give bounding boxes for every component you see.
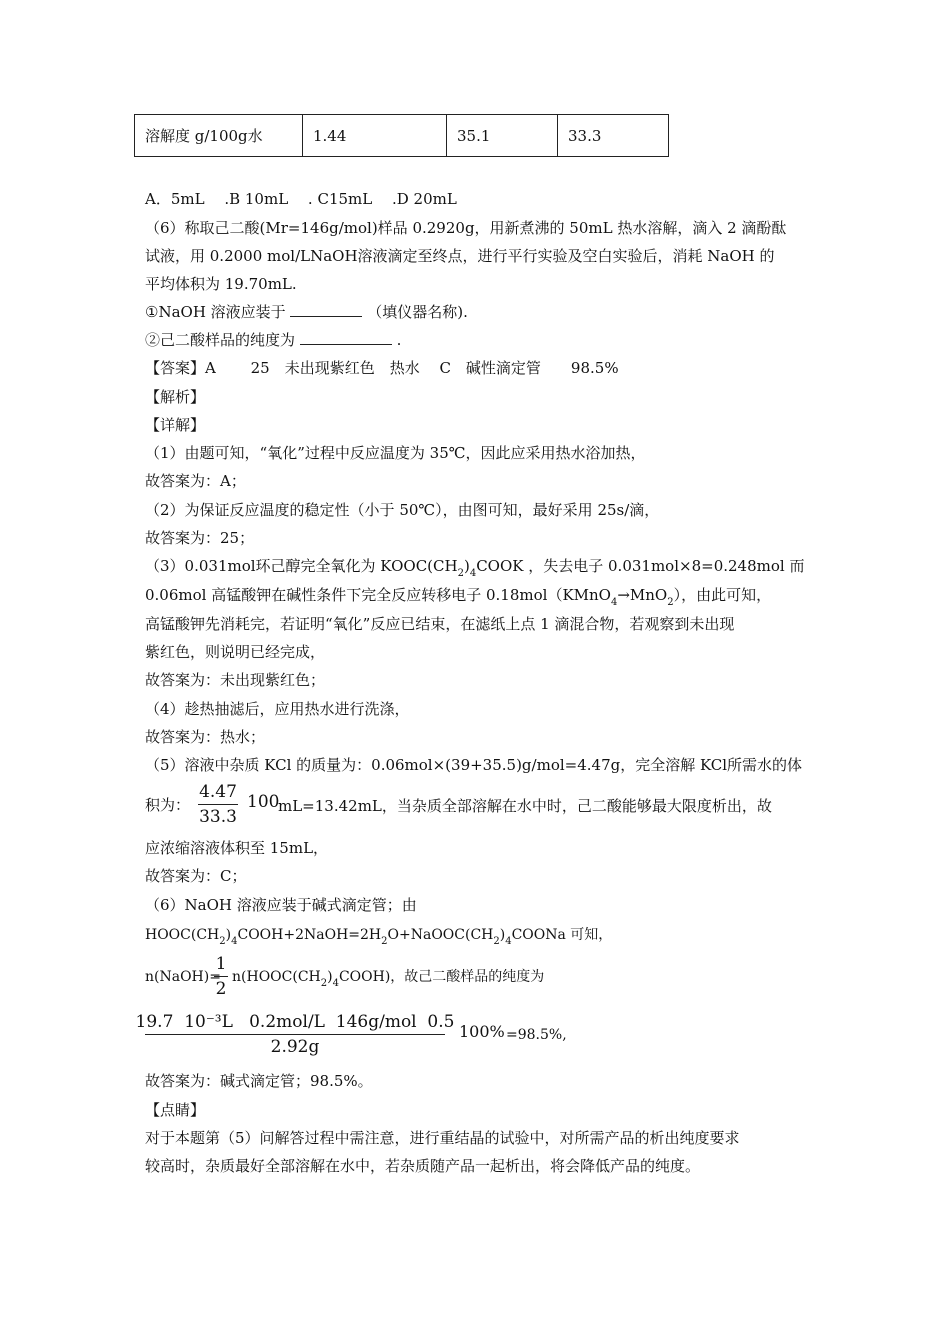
subscript: 2 bbox=[320, 978, 328, 989]
table-cell: 33.3 bbox=[558, 115, 669, 157]
text: O+NaOOC(CH bbox=[387, 927, 494, 943]
solution-4: （4）趁热抽滤后，应用热水进行洗涤， bbox=[145, 700, 410, 718]
text: COONa 可知， bbox=[511, 927, 613, 943]
n-naoh-prefix: n(NaOH)= bbox=[145, 969, 221, 985]
text: （3）0.031mol环己醇完全氧化为 KOOC(CH bbox=[145, 557, 458, 575]
solution-6: （6）NaOH 溶液应装于碱式滴定管；由 bbox=[145, 896, 417, 914]
analysis-heading: 【解析】 bbox=[145, 388, 206, 406]
text: 0.06mol 高锰酸钾在碱性条件下完全反应转移电子 0.18mol（KMnO bbox=[145, 586, 611, 604]
text: HOOC(CH bbox=[145, 927, 220, 943]
question-6-line3: 平均体积为 19.70mL. bbox=[145, 275, 297, 293]
text: ) bbox=[327, 969, 333, 985]
fraction-one-half bbox=[214, 952, 228, 1001]
question-6-1 bbox=[145, 302, 468, 322]
solution-3-line4: 紫红色，则说明已经完成， bbox=[145, 643, 326, 661]
solution-3-line3: 高锰酸钾先消耗完，若证明“氧化”反应已结束，在滤纸上点 1 滴混合物，若观察到未出现 bbox=[145, 615, 735, 633]
q6-2-text: ②己二酸样品的纯度为 bbox=[145, 331, 296, 349]
subscript: 4 bbox=[469, 568, 477, 579]
solution-3 bbox=[145, 556, 804, 579]
subscript: 2 bbox=[493, 936, 500, 947]
solution-5-volume-prefix: 积为： bbox=[145, 796, 191, 814]
denominator: 33.3 bbox=[199, 807, 237, 827]
table-row bbox=[135, 115, 669, 157]
multiplier: 100 bbox=[247, 792, 280, 812]
numerator: 4.47 bbox=[199, 782, 237, 802]
table-cell: 1.44 bbox=[303, 115, 447, 157]
denominator: 2.92g bbox=[270, 1037, 320, 1057]
fraction-purity bbox=[135, 1010, 455, 1059]
reaction-equation bbox=[145, 925, 612, 947]
denominator: 2 bbox=[215, 979, 227, 999]
solution-1: （1）由题可知，“氧化”过程中反应温度为 35℃，因此应采用热水浴加热， bbox=[145, 444, 646, 462]
solution-5-line3: 应浓缩溶液体积至 15mL， bbox=[145, 839, 329, 857]
solution-5-answer: 故答案为：C； bbox=[145, 867, 247, 885]
fraction-water-volume bbox=[198, 780, 238, 829]
text: n(HOOC(CH bbox=[232, 969, 321, 985]
subscript: 4 bbox=[505, 936, 512, 947]
solubility-table bbox=[134, 114, 669, 157]
subscript: 2 bbox=[219, 936, 226, 947]
solution-5-volume-suffix: mL=13.42mL，当杂质全部溶解在水中时，己二酸能够最大限度析出，故 bbox=[278, 797, 772, 815]
solution-1-answer: 故答案为：A； bbox=[145, 472, 246, 490]
subscript: 2 bbox=[457, 568, 464, 579]
text: ），由此可知， bbox=[673, 586, 772, 604]
purity-result: =98.5%, bbox=[506, 1027, 567, 1043]
text: COOH+2NaOH=2H bbox=[237, 927, 382, 943]
subscript: 2 bbox=[381, 936, 388, 947]
question-6-2 bbox=[145, 330, 401, 350]
answer-line: 【答案】A 25 未出现紫红色 热水 C 碱性滴定管 98.5% bbox=[145, 359, 619, 377]
subscript: 4 bbox=[332, 978, 339, 989]
table-cell: 35.1 bbox=[447, 115, 558, 157]
text: ) bbox=[225, 927, 232, 943]
question-6-line2: 试液，用 0.2000 mol/LNaOH溶液滴定至终点，进行平行实验及空白实验后，消耗 NaOH 的 bbox=[145, 247, 775, 265]
solution-5: （5）溶液中杂质 KCl 的质量为：0.06mol×(39+35.5)g/mol=4.47g，完全溶解 KCl所需水的体 bbox=[145, 756, 803, 774]
text: COOH)，故己二酸样品的纯度为 bbox=[338, 969, 545, 985]
answer-options: A．5mL .B 10mL . C15mL .D 20mL bbox=[145, 190, 457, 208]
n-acid-expression bbox=[232, 967, 544, 989]
question-6: （6）称取己二酸(Mr=146g/mol)样品 0.2920g，用新煮沸的 50mL 热水溶解，滴入 2 滴酚酞 bbox=[145, 219, 787, 237]
text: ) bbox=[463, 557, 470, 575]
comment-line2: 较高时，杂质最好全部溶解在水中，若杂质随产品一起析出，将会降低产品的纯度。 bbox=[145, 1157, 701, 1175]
subscript: 4 bbox=[610, 597, 618, 608]
subscript: 2 bbox=[667, 597, 674, 608]
solution-3-answer: 故答案为：未出现紫红色； bbox=[145, 671, 326, 689]
numerator: 1 bbox=[215, 954, 227, 974]
numerator: 19.7 10⁻³L 0.2mol/L 146g/mol 0.5 bbox=[135, 1012, 455, 1032]
q6-1-tail: （填仪器名称). bbox=[367, 303, 468, 321]
text: COOK ，失去电子 0.031mol×8=0.248mol 而 bbox=[476, 557, 805, 575]
solution-6-answer: 故答案为：碱式滴定管；98.5%。 bbox=[145, 1072, 373, 1090]
detail-heading: 【详解】 bbox=[145, 416, 206, 434]
text: ) bbox=[499, 927, 506, 943]
solution-4-answer: 故答案为：热水； bbox=[145, 728, 266, 746]
subscript: 4 bbox=[231, 936, 238, 947]
comment-heading: 【点睛】 bbox=[145, 1101, 206, 1119]
comment-line1: 对于本题第（5）问解答过程中需注意，进行重结晶的试验中，对所需产品的析出纯度要求 bbox=[145, 1129, 740, 1147]
q6-1-text: ①NaOH 溶液应装于 bbox=[145, 303, 286, 321]
text: →MnO bbox=[617, 586, 668, 604]
answer-blank bbox=[290, 302, 362, 317]
solution-3-line2 bbox=[145, 585, 771, 608]
purity-multiplier: 100% bbox=[459, 1022, 505, 1041]
table-cell-label: 溶解度 g/100g水 bbox=[135, 115, 303, 157]
q6-2-tail: . bbox=[396, 331, 402, 349]
solution-2-answer: 故答案为：25； bbox=[145, 529, 255, 547]
answer-blank bbox=[300, 330, 392, 345]
solution-2: （2）为保证反应温度的稳定性（小于 50℃），由图可知，最好采用 25s/滴， bbox=[145, 501, 660, 519]
